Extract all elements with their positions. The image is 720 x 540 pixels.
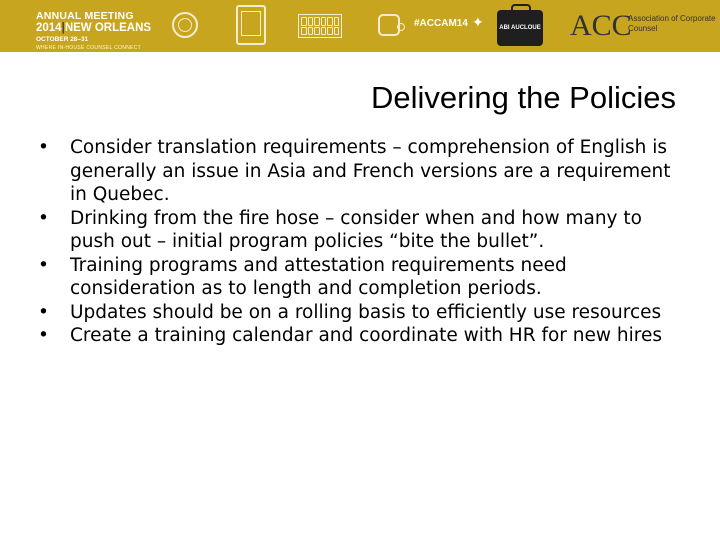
bullet-item: • Updates should be on a rolling basis to efficiently use resources [38, 301, 688, 325]
slide-title: Delivering the Policies [371, 80, 676, 115]
twitter-bird-icon: ✦ [472, 14, 484, 30]
event-logo [36, 6, 168, 50]
chat-icon [378, 14, 400, 36]
event-separator: | [61, 22, 65, 34]
bullet-item: • Create a training calendar and coordinate with HR for new hires [38, 324, 688, 348]
event-name: ANNUAL MEETING [36, 10, 134, 22]
tablet-icon [236, 5, 266, 45]
grid-icon [298, 14, 342, 38]
hashtag: #ACCAM14 [414, 18, 468, 29]
acc-logo: ACC [570, 9, 632, 42]
bullet-item: • Drinking from the fire hose – consider when and how many to push out – initial program policies “bite the bullet”. [38, 207, 688, 254]
header-banner [0, 0, 720, 52]
bullet-item: • Training programs and attestation requirements need consideration as to length and completion periods. [38, 254, 688, 301]
event-dates: OCTOBER 28–31 [36, 36, 89, 43]
acc-logo-text: Association of Corporate Counsel [628, 14, 716, 33]
bullet-list [38, 136, 688, 348]
globe-icon [172, 12, 198, 38]
bag-icon: ABI AUCLOUE [497, 10, 543, 46]
event-city: NEW ORLEANS [64, 22, 152, 34]
event-year: 2014 [36, 22, 62, 34]
bullet-item: • Consider translation requirements – comprehension of English is generally an issue in Asia and French versions are a requirement in Quebec. [38, 136, 688, 207]
event-tagline: WHERE IN-HOUSE COUNSEL CONNECT [36, 45, 141, 51]
event-year-city [36, 22, 151, 34]
